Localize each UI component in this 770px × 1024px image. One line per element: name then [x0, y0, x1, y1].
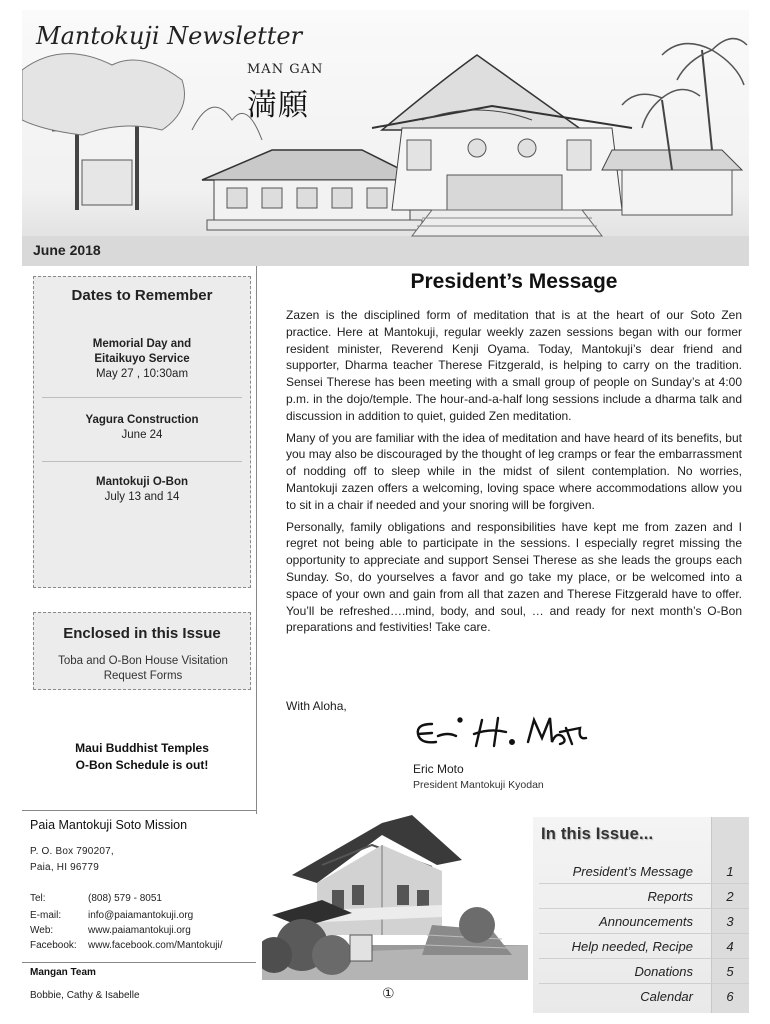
- toc-item[interactable]: [533, 984, 749, 1009]
- date-item-when: July 13 and 14: [104, 491, 180, 503]
- date-item-name: Mantokuji O-Bon: [96, 476, 188, 488]
- contact-label: Web:: [30, 925, 54, 936]
- obon-schedule-note: [33, 740, 251, 774]
- team-divider: [22, 962, 256, 963]
- dates-title: Dates to Remember: [71, 287, 213, 304]
- date-item: [34, 337, 250, 382]
- toc-item-label: Calendar: [640, 989, 693, 1004]
- date-item-name: Eitaikuyo Service: [94, 353, 190, 365]
- mangan-kanji: 満願: [247, 88, 309, 123]
- enclosed-line: Toba and O-Bon House Visitation: [58, 655, 228, 667]
- toc-item-label: President’s Message: [572, 864, 693, 879]
- page-number: ①: [382, 986, 395, 1002]
- enclosed-title: Enclosed in this Issue: [63, 625, 221, 642]
- date-item-when: June 24: [121, 429, 163, 441]
- date-item-when: May 27 , 10:30am: [95, 368, 189, 380]
- mangan-romaji: MAN GAN: [247, 62, 324, 77]
- article-paragraph: Zazen is the disciplined form of meditation that is at the heart of our Soto Zen practice. Here at Mantokuji, regular weekly zazen sessions began with our former resident minister, Reverend Kenji Oyama. Today, Mantokuji’s dear friend and supporter, Dharma teacher Therese Fitzgerald, is helping to carry on the tradition. Sensei Therese has been meeting with a small group of people on Sunday’s at 4:00 p.m. in the dojo/temple. The hour-and-a-half long sessions include a dharma talk and discussion in addition to quiet, guided Zen meditation.: [286, 308, 742, 423]
- article-paragraph: Personally, family obligations and responsibilities have kept me from zazen and I regret not being able to participate in the sessions. I especially regret missing the opportunity to appreciate and support Sensei Therese as she leads the groups each Sunday. So, do yourselves a favor and go take my place, or be welcomed into a space of your own and gain from all that zazen and Therese Fitzgerald have to offer. You’ll be refreshed….mind, body, and soul, … and ready for next month’s O-Bon preparations and festivities! Take care.: [286, 519, 742, 635]
- contact-row-facebook: [30, 940, 256, 951]
- enclosed-line: Request Forms: [103, 670, 183, 682]
- enclosed-box: [33, 612, 251, 690]
- toc-item-page: 4: [726, 939, 734, 954]
- toc-item-label: Help needed, Recipe: [571, 939, 693, 954]
- toc-item-page: 5: [726, 964, 734, 979]
- toc-item[interactable]: [533, 884, 749, 909]
- team-title: Mangan Team: [30, 967, 96, 978]
- date-divider: [42, 461, 242, 462]
- temple-photo: [262, 805, 528, 980]
- dates-to-remember-box: [33, 276, 251, 588]
- date-item-name: Yagura Construction: [85, 414, 199, 426]
- date-item-name: Memorial Day and: [92, 338, 192, 350]
- contact-label: E-mail:: [30, 910, 62, 921]
- web-link[interactable]: www.paiamantokuji.org: [88, 925, 191, 936]
- signer-title: President Mantokuji Kyodan: [413, 779, 544, 791]
- contact-value: (808) 579 - 8051: [88, 893, 162, 904]
- article-closing: With Aloha,: [286, 699, 347, 713]
- toc-item-label: Reports: [647, 889, 693, 904]
- in-this-issue-panel: [533, 817, 749, 1013]
- date-divider: [42, 397, 242, 398]
- toc-item-page: 6: [726, 989, 734, 1004]
- toc-item-page: 2: [726, 889, 734, 904]
- toc-item[interactable]: [533, 959, 749, 984]
- toc-item[interactable]: [533, 859, 749, 884]
- toc-item-label: Announcements: [599, 914, 693, 929]
- contact-label: Facebook:: [30, 940, 77, 951]
- article-paragraph: Many of you are familiar with the idea of meditation and have heard of its benefits, but you may also be discouraged by the thought of leg cramps or fear the embarrassment of nodding off to sleep while in the midst of silent contemplation. No worries, Mantokuji zazen offers a welcoming, loving space where accommodations allow you to sit in a chair if needed and your snoring will be forgiven.: [286, 430, 742, 512]
- toc-item-page: 3: [726, 914, 734, 929]
- contact-row-web: [30, 925, 256, 936]
- contact-row-email: [30, 910, 256, 921]
- obon-note-line: O-Bon Schedule is out!: [75, 758, 209, 772]
- facebook-link[interactable]: www.facebook.com/Mantokuji/: [88, 940, 223, 951]
- enclosed-body: [44, 654, 242, 684]
- article-body: [286, 307, 742, 641]
- date-item: [34, 475, 250, 505]
- toc-item[interactable]: [533, 909, 749, 934]
- team-names: Bobbie, Cathy & Isabelle: [30, 990, 140, 1001]
- signature-image: [410, 712, 590, 754]
- issue-date: June 2018: [33, 242, 101, 258]
- article-title: President’s Message: [410, 270, 618, 293]
- email-link[interactable]: info@paiamantokuji.org: [88, 910, 194, 921]
- toc-item-page: 1: [726, 864, 734, 879]
- date-item: [34, 413, 250, 443]
- address-line: Paia, HI 96779: [30, 862, 99, 873]
- toc-title: In this Issue...: [541, 825, 654, 843]
- signer-name: Eric Moto: [413, 762, 464, 776]
- toc-item-label: Donations: [634, 964, 693, 979]
- toc-item[interactable]: [533, 934, 749, 959]
- sidebar-divider: [256, 266, 257, 814]
- address-line: P. O. Box 790207,: [30, 846, 114, 857]
- contact-divider: [22, 810, 256, 811]
- mission-name: Paia Mantokuji Soto Mission: [30, 818, 188, 832]
- contact-label: Tel:: [30, 893, 46, 904]
- header-banner: [22, 10, 749, 266]
- contact-row-tel: [30, 893, 256, 904]
- obon-note-line: Maui Buddhist Temples: [75, 741, 209, 755]
- newsletter-title: Mantokuji Newsletter: [36, 22, 303, 50]
